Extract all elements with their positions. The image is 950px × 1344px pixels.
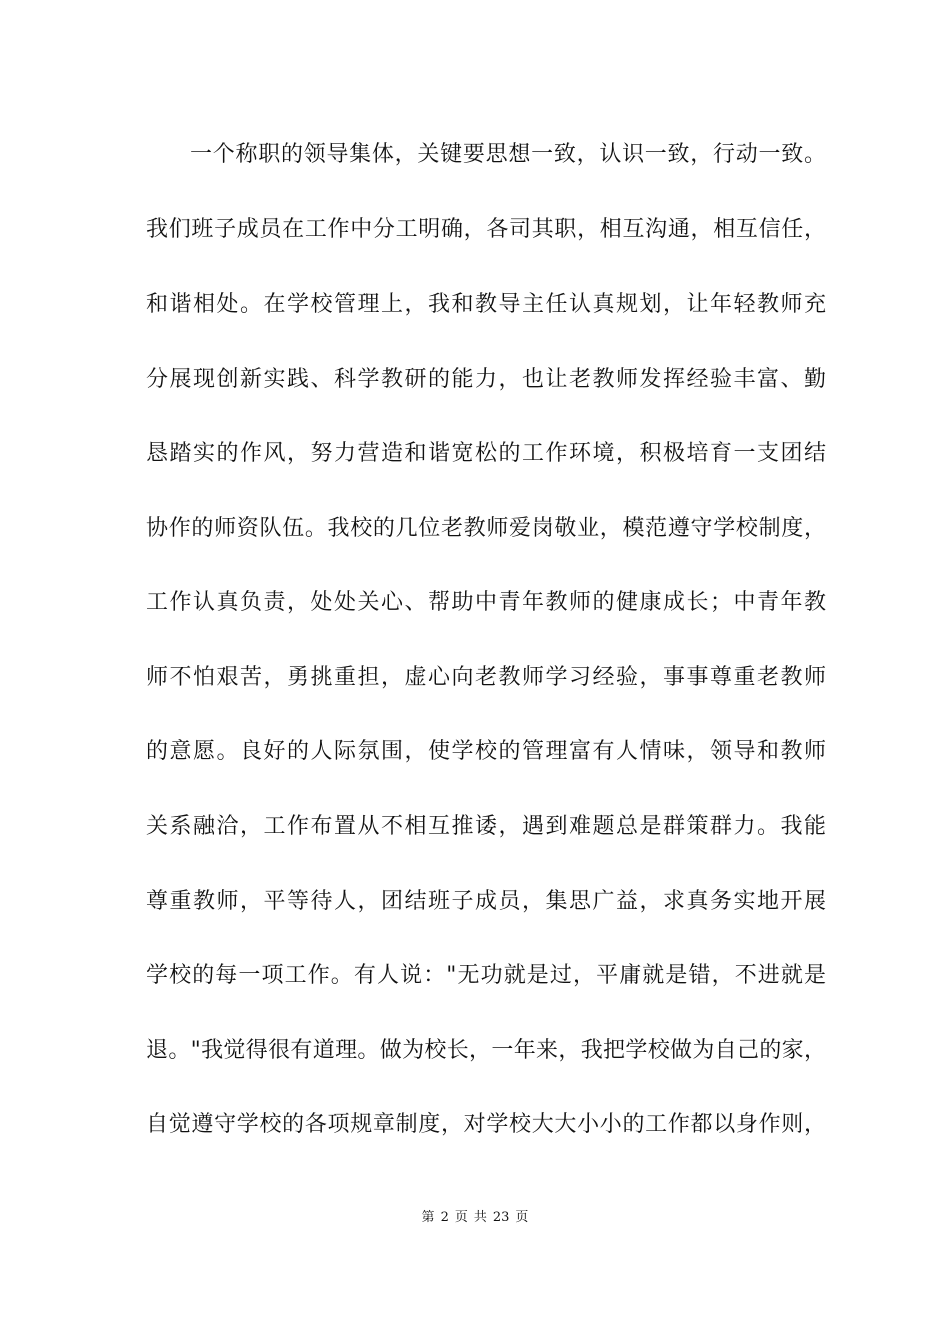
current-page-number: 2 [440, 1210, 449, 1225]
paragraph-line: 自觉遵守学校的各项规章制度，对学校大大小小的工作都以身作则， [146, 1112, 826, 1137]
paragraph-line: 退。"我觉得很有道理。做为校长，一年来，我把学校做为自己的家， [146, 1038, 826, 1063]
paragraph-line: 师不怕艰苦，勇挑重担，虚心向老教师学习经验，事事尊重老教师 [146, 665, 826, 690]
paragraph-line: 一个称职的领导集体，关键要思想一致，认识一致，行动一致。 [190, 142, 826, 167]
total-pages-number: 23 [492, 1210, 510, 1225]
paragraph-line: 协作的师资队伍。我校的几位老教师爱岗敬业，模范遵守学校制度， [146, 516, 826, 541]
paragraph-line: 恳踏实的作风，努力营造和谐宽松的工作环境，积极培育一支团结 [146, 441, 826, 466]
paragraph-line: 我们班子成员在工作中分工明确，各司其职，相互沟通，相互信任， [146, 217, 826, 242]
paragraph-line: 关系融洽，工作布置从不相互推诿，遇到难题总是群策群力。我能 [146, 814, 826, 839]
paragraph-line: 学校的每一项工作。有人说："无功就是过，平庸就是错，不进就是 [146, 963, 826, 988]
paragraph-line: 的意愿。良好的人际氛围，使学校的管理富有人情味，领导和教师 [146, 739, 826, 764]
paragraph-line: 分展现创新实践、科学教研的能力，也让老教师发挥经验丰富、勤 [146, 367, 826, 392]
footer-label: 共 [473, 1210, 487, 1225]
footer-label: 第 [421, 1210, 435, 1225]
paragraph-line: 和谐相处。在学校管理上，我和教导主任认真规划，让年轻教师充 [146, 292, 826, 317]
paragraph-line: 尊重教师，平等待人，团结班子成员，集思广益，求真务实地开展 [146, 889, 826, 914]
footer-label: 页 [454, 1210, 468, 1225]
paragraph-line: 工作认真负责，处处关心、帮助中青年教师的健康成长；中青年教 [146, 590, 826, 615]
footer-label: 页 [515, 1210, 529, 1225]
page-footer [0, 1208, 950, 1228]
